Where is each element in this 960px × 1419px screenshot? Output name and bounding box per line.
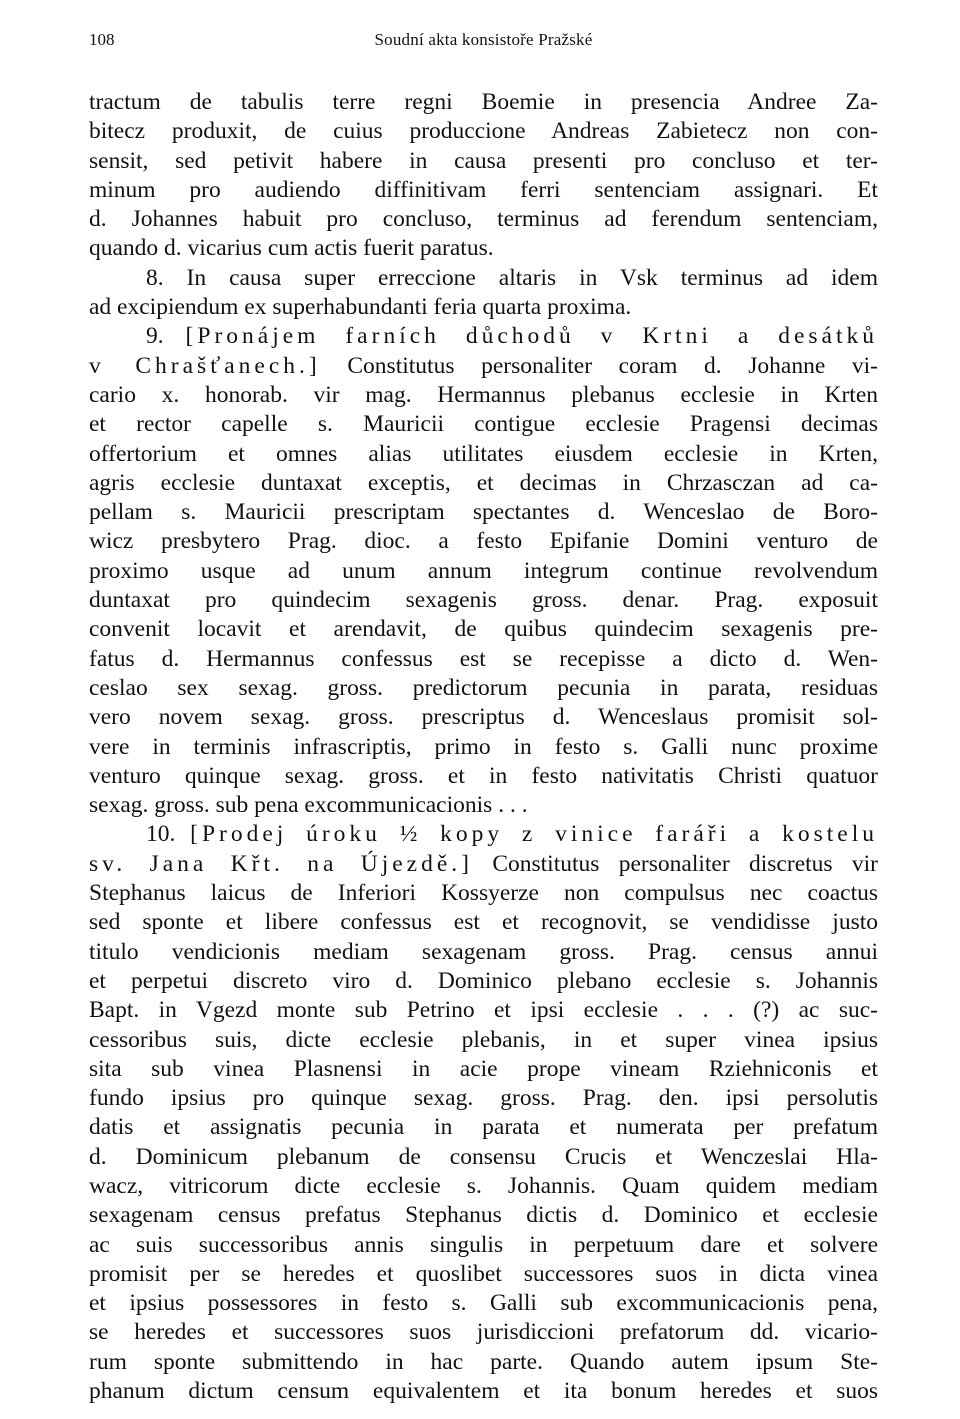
text-line: rum sponte submittendo in hac parte. Quando autem ipsum Ste- [89,1348,878,1375]
text-line: sexagenam census prefatus Stephanus dictis d. Dominico et ecclesie [89,1202,878,1229]
text-line: minum pro audiendo diffinitivam ferri sentenciam assignari. Et [89,176,878,203]
section-heading-line [89,352,878,381]
text-line: sed sponte et libere confessus est et recognovit, se vendidisse justo [89,909,878,936]
body-text [89,88,878,1406]
text-line: promisit per se heredes et quoslibet successores suos in dicta vinea [89,1260,878,1287]
section-number: 10. [146,821,176,848]
text-line: phanum dictum censum equivalentem et ita bonum heredes et suos [89,1378,878,1405]
section-heading-line [89,322,878,351]
section-heading-line [89,820,878,849]
text-line: et ipsius possessores in festo s. Galli sub excommunicacionis pena, [89,1290,878,1317]
text-line: sita sub vinea Plasnensi in acie prope vineam Rziehniconis et [89,1055,878,1082]
text-line: se heredes et successores suos jurisdiccioni prefatorum dd. vicario- [89,1319,878,1346]
text-line: ac suis successoribus annis singulis in perpetuum dare et solvere [89,1231,878,1258]
running-title: Soudní akta konsistoře Pražské [374,30,593,49]
text-line: datis et assignatis pecunia in parata et numerata per prefatum [89,1114,878,1141]
text-line: ceslao sex sexag. gross. predictorum pecunia in parata, residuas [89,674,878,701]
section-heading: [Prodej úroku ½ kopy z vinice faráři a kostelu [190,821,878,848]
text-fragment: Constitutus personaliter coram d. Johanne vi- [320,352,878,379]
text-line: d. Johannes habuit pro concluso, terminus ad ferendum sentenciam, [89,206,878,233]
section-number: 9. [146,323,164,350]
text-line: vere in terminis infrascriptis, primo in festo s. Galli nunc proxime [89,733,878,760]
page-header [89,30,878,56]
text-line: fundo ipsius pro quinque sexag. gross. Prag. den. ipsi persolutis [89,1085,878,1112]
text-line: proximo usque ad unum annum integrum continue revolvendum [89,557,878,584]
text-line: wacz, vitricorum dicte ecclesie s. Johannis. Quam quidem mediam [89,1172,878,1199]
text-line: sexag. gross. sub pena excommunicacionis . . . [89,792,528,819]
text-line: d. Dominicum plebanum de consensu Crucis et Wenczeslai Hla- [89,1143,878,1170]
text-line: pellam s. Mauricii prescriptam spectantes d. Wenceslao de Boro- [89,499,878,526]
section-heading: sv. Jana Křt. na Újezdě.] [89,850,473,877]
text-line: vero novem sexag. gross. prescriptus d. Wenceslaus promisit sol- [89,704,878,731]
text-line: tractum de tabulis terre regni Boemie in presencia Andree Za- [89,89,878,115]
text-line: et perpetui discreto viro d. Dominico plebano ecclesie s. Johannis [89,967,878,994]
text-line: wicz presbytero Prag. dioc. a festo Epifanie Domini venturo de [89,528,878,555]
text-line: agris ecclesie duntaxat exceptis, et decimas in Chrzasczan ad ca- [89,469,878,496]
text-line: cario x. honorab. vir mag. Hermannus plebanus ecclesie in Krten [89,381,878,408]
section-heading-line [89,850,878,879]
page-number: 108 [89,30,115,49]
text-line: quando d. vicarius cum actis fuerit paratus. [89,235,494,262]
text-fragment: Constitutus personaliter discretus vir [472,850,878,877]
text-line: sensit, sed petivit habere in causa presenti pro concluso et ter- [89,147,878,174]
text-line: cessoribus suis, dicte ecclesie plebanis, in et super vinea ipsius [89,1026,878,1053]
text-line: bitecz produxit, de cuius produccione Andreas Zabietecz non con- [89,118,878,145]
text-line: venturo quinque sexag. gross. et in festo nativitatis Christi quatuor [89,762,878,789]
text-line: ad excipiendum ex superhabundanti feria quarta proxima. [89,294,632,321]
text-line: 8. In causa super erreccione altaris in Vsk terminus ad idem [146,264,878,291]
text-line: fatus d. Hermannus confessus est se recepisse a dicto d. Wen- [89,645,878,672]
section-heading: v Chrašťanech.] [89,352,321,379]
text-line: et rector capelle s. Mauricii contigue ecclesie Pragensi decimas [89,411,878,438]
text-line: Stephanus laicus de Inferiori Kossyerze non compulsus nec coactus [89,880,878,907]
text-line: offertorium et omnes alias utilitates eiusdem ecclesie in Krten, [89,440,878,467]
text-line: duntaxat pro quindecim sexagenis gross. denar. Prag. exposuit [89,587,878,614]
text-line: convenit locavit et arendavit, de quibus quindecim sexagenis pre- [89,616,878,643]
section-heading: [Pronájem farních důchodů v Krtni a desátků [185,323,878,350]
text-line: Bapt. in Vgezd monte sub Petrino et ipsi ecclesie . . . (?) ac suc- [89,997,878,1024]
text-line: titulo vendicionis mediam sexagenam gross. Prag. census annui [89,938,878,965]
